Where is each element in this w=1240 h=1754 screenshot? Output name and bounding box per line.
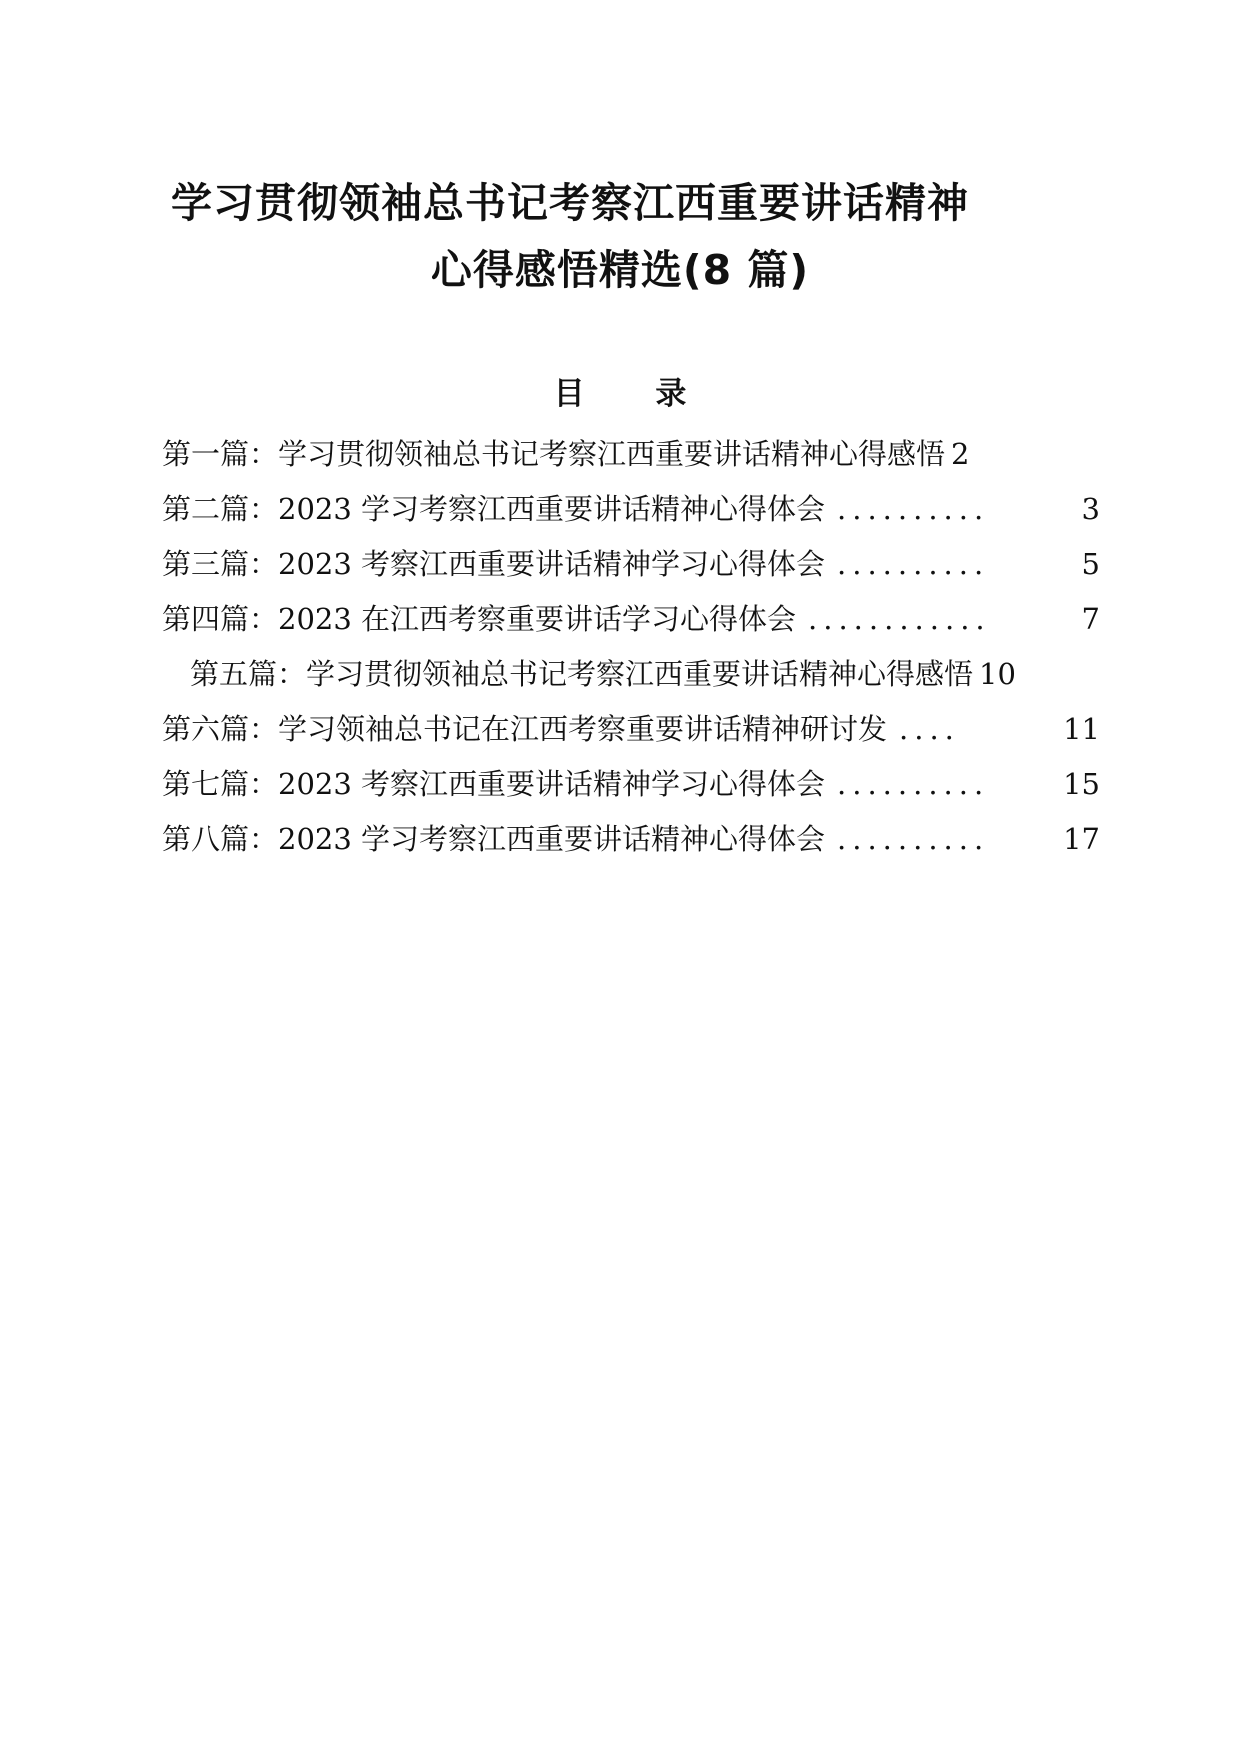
document-title-line-1: 学习贯彻领袖总书记考察江西重要讲话精神 xyxy=(171,179,969,227)
toc-page-number: 5 xyxy=(1081,547,1100,581)
toc-page-number: 17 xyxy=(1063,822,1100,856)
toc-leader-dots: ............ xyxy=(808,602,991,636)
toc-entry-label: 第四篇：2023 在江西考察重要讲话学习心得体会 xyxy=(162,602,797,636)
toc-entry-5[interactable] xyxy=(190,652,1110,692)
toc-leader-dots: .... xyxy=(899,712,960,746)
toc-page-number: 15 xyxy=(1063,767,1100,801)
toc-entry-label: 第六篇：学习领袖总书记在江西考察重要讲话精神研讨发 xyxy=(162,712,888,746)
toc-page-number: 11 xyxy=(1063,712,1100,746)
toc-entry-label: 第七篇：2023 考察江西重要讲话精神学习心得体会 xyxy=(162,767,826,801)
toc-entry-7[interactable] xyxy=(162,762,1100,802)
toc-entry-1[interactable] xyxy=(162,432,1100,472)
toc-entry-label: 第五篇：学习贯彻领袖总书记考察江西重要讲话精神心得感悟 xyxy=(190,657,974,691)
toc-page-number: 10 xyxy=(979,657,1016,691)
toc-heading: 目 录 xyxy=(553,376,717,412)
toc-entry-3[interactable] xyxy=(162,542,1100,582)
toc-entry-4[interactable] xyxy=(162,597,1100,637)
toc-entry-label: 第三篇：2023 考察江西重要讲话精神学习心得体会 xyxy=(162,547,826,581)
toc-entry-8[interactable] xyxy=(162,817,1100,857)
toc-entry-2[interactable] xyxy=(162,487,1100,527)
document-title-line-2: 心得感悟精选(8 篇) xyxy=(430,246,810,294)
toc-leader-dots: .......... xyxy=(837,822,990,856)
toc-leader-dots: .......... xyxy=(837,767,990,801)
toc-leader-dots: .......... xyxy=(837,547,990,581)
toc-page-number: 2 xyxy=(951,437,970,471)
toc-entry-6[interactable] xyxy=(162,707,1100,747)
toc-entry-label: 第八篇：2023 学习考察江西重要讲话精神心得体会 xyxy=(162,822,826,856)
toc-page-number: 7 xyxy=(1081,602,1100,636)
toc-page-number: 3 xyxy=(1081,492,1100,526)
toc-leader-dots: .......... xyxy=(837,492,990,526)
toc-entry-label: 第二篇：2023 学习考察江西重要讲话精神心得体会 xyxy=(162,492,826,526)
toc-entry-label: 第一篇：学习贯彻领袖总书记考察江西重要讲话精神心得感悟 xyxy=(162,437,946,471)
